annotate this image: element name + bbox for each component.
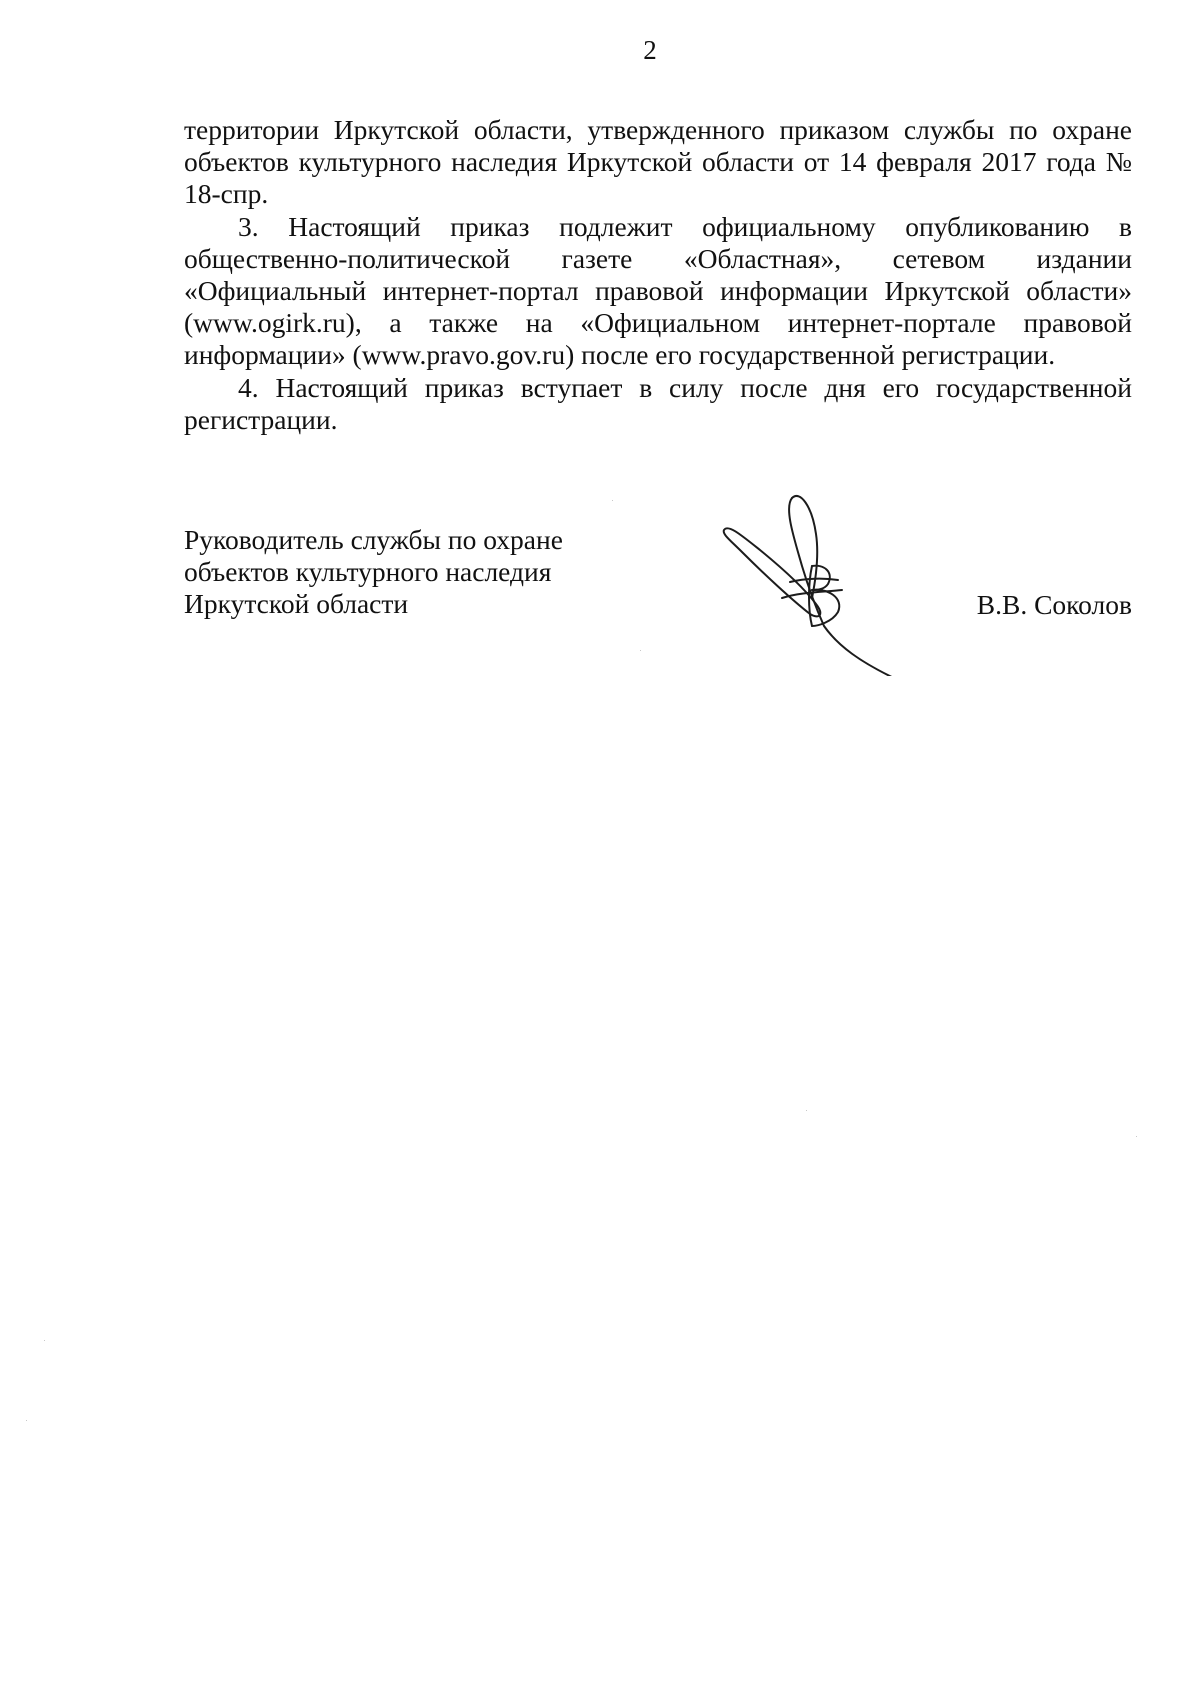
scan-speck bbox=[44, 1340, 45, 1341]
scan-speck bbox=[806, 1110, 807, 1111]
handwritten-signature bbox=[720, 486, 910, 676]
paragraph-item-3: 3. Настоящий приказ подлежит официальному опубликованию в общественно-политической газете «Областная», сетевом издании «Официальный интернет-портал правовой информации Иркутской области» (www.ogirk.ru), а также на «Официальном интернет-портале правовой информации» (www.pravo.gov.ru) после его государственной регистрации. bbox=[184, 210, 1132, 371]
page-number: 2 bbox=[643, 35, 657, 65]
signatory-title-line: Руководитель службы по охране bbox=[184, 524, 563, 555]
paragraph-continuation: территории Иркутской области, утвержденного приказом службы по охране объектов культурного наследия Иркутской области от 14 февраля 2017 года № 18-спр. bbox=[184, 114, 1132, 210]
signatory-name: В.В. Соколов bbox=[976, 589, 1132, 620]
scan-speck bbox=[1136, 1136, 1137, 1137]
signatory-title-line: объектов культурного наследия bbox=[184, 556, 552, 587]
signatory-title-line: Иркутской области bbox=[184, 588, 409, 619]
scan-speck bbox=[26, 1420, 27, 1421]
scan-speck bbox=[640, 650, 641, 651]
paragraph-item-4: 4. Настоящий приказ вступает в силу после дня его государственной регистрации. bbox=[184, 371, 1132, 435]
signatory-title bbox=[184, 524, 563, 620]
scan-speck bbox=[612, 500, 613, 501]
document-body bbox=[184, 114, 1132, 436]
